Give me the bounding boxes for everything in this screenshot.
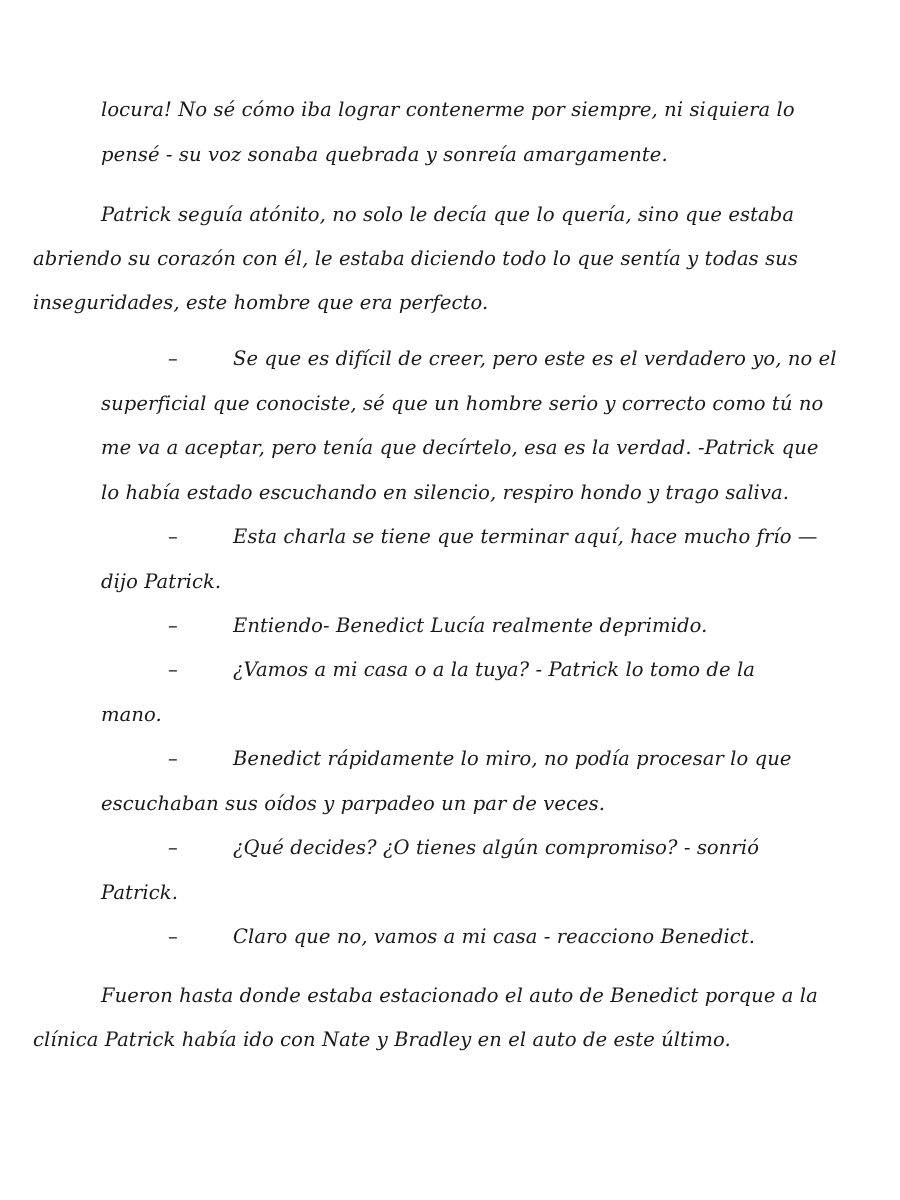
dialogue-dash: – xyxy=(168,525,178,548)
dialogue-dash: – xyxy=(168,614,178,637)
text-line: ¿Qué decides? ¿O tienes algún compromiso? - sonrió xyxy=(233,836,760,859)
text-line: superficial que conociste, sé que un hombre serio y correcto como tú no xyxy=(101,392,824,415)
dialogue-dash: – xyxy=(168,658,178,681)
dialogue-dash: – xyxy=(168,836,178,859)
text-line: Patrick seguía atónito, no solo le decía que lo quería, sino que estaba xyxy=(101,203,795,226)
text-line: escuchaban sus oídos y parpadeo un par de veces. xyxy=(101,792,606,815)
dialogue-dash: – xyxy=(168,925,178,948)
text-line: me va a aceptar, pero tenía que decírtelo, esa es la verdad. -Patrick que xyxy=(101,436,819,459)
text-line: clínica Patrick había ido con Nate y Bradley en el auto de este último. xyxy=(33,1028,731,1051)
text-line: abriendo su corazón con él, le estaba diciendo todo lo que sentía y todas sus xyxy=(33,247,798,270)
text-line: mano. xyxy=(101,703,162,726)
text-line: Patrick. xyxy=(101,881,179,904)
text-line: lo había estado escuchando en silencio, respiro hondo y trago saliva. xyxy=(101,481,790,504)
dialogue-dash: – xyxy=(168,747,178,770)
text-line: Claro que no, vamos a mi casa - reacciono Benedict. xyxy=(233,925,756,948)
text-line: dijo Patrick. xyxy=(101,570,222,593)
text-line: Fueron hasta donde estaba estacionado el auto de Benedict porque a la xyxy=(101,984,818,1007)
text-line: ¿Vamos a mi casa o a la tuya? - Patrick lo tomo de la xyxy=(233,658,756,681)
dialogue-dash: – xyxy=(168,347,178,370)
text-line: Entiendo- Benedict Lucía realmente deprimido. xyxy=(233,614,708,637)
text-line: pensé - su voz sonaba quebrada y sonreía amargamente. xyxy=(101,143,668,166)
text-line: locura! No sé cómo iba lograr contenerme por siempre, ni siquiera lo xyxy=(101,98,795,121)
text-line: inseguridades, este hombre que era perfecto. xyxy=(33,291,489,314)
text-line: Esta charla se tiene que terminar aquí, hace mucho frío — xyxy=(233,525,818,548)
text-line: Se que es difícil de creer, pero este es el verdadero yo, no el xyxy=(233,347,837,370)
text-line: Benedict rápidamente lo miro, no podía procesar lo que xyxy=(233,747,792,770)
